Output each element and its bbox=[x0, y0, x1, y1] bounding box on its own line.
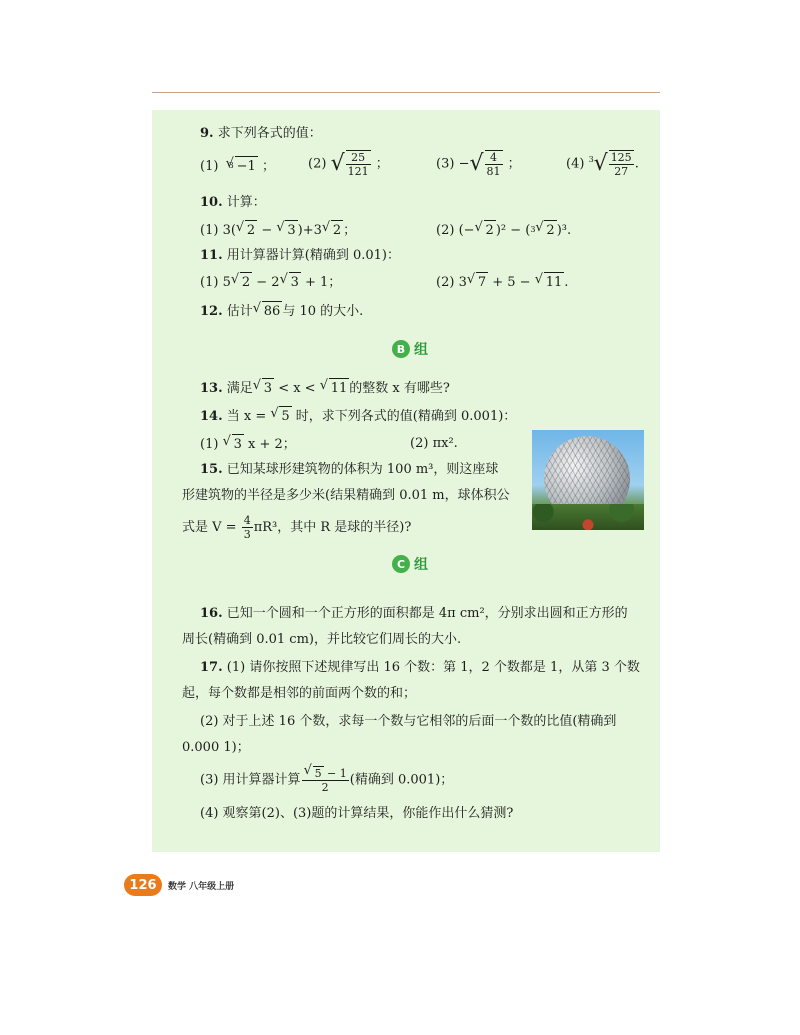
expr: − 1 bbox=[323, 767, 347, 780]
item-label: (2) bbox=[436, 275, 455, 290]
punct: ； bbox=[343, 223, 357, 238]
problem-9 bbox=[200, 124, 322, 144]
expr: )³. bbox=[556, 223, 572, 238]
problem-16-line-1 bbox=[200, 604, 628, 624]
sqrt: √ 2 bbox=[240, 272, 252, 293]
root-index: 3 bbox=[530, 225, 536, 234]
item-label: (1) bbox=[200, 275, 219, 290]
problem-15-line-3 bbox=[182, 514, 411, 541]
fraction bbox=[346, 150, 371, 178]
problem-text: 已知某球形建筑物的体积为 100 m³，则这座球 bbox=[226, 462, 499, 477]
header-rule bbox=[152, 92, 660, 93]
problem-text: 时，求下列各式的值(精确到 0.001)： bbox=[291, 409, 517, 424]
expr: 5 bbox=[222, 275, 231, 290]
problem-15-line-2 bbox=[182, 486, 510, 506]
item-label: (3) bbox=[436, 156, 455, 172]
problem-17-line-2 bbox=[182, 684, 416, 704]
problem-number: 10. bbox=[200, 195, 223, 210]
problem-17-line-6 bbox=[200, 804, 513, 824]
problem-9-item-2 bbox=[308, 150, 389, 178]
sqrt: √ 5 bbox=[313, 766, 324, 780]
item-label: (2) bbox=[410, 436, 429, 451]
trees bbox=[532, 504, 644, 530]
page-number-badge bbox=[124, 874, 162, 896]
sqrt: √ 11 bbox=[544, 272, 565, 293]
item-label: (2) bbox=[308, 156, 327, 172]
problem-17-line-1 bbox=[200, 658, 640, 678]
problem-15-line-1 bbox=[200, 460, 498, 480]
numerator: 4 bbox=[243, 514, 251, 527]
problem-text: 计算： bbox=[226, 195, 266, 210]
problem-number: 15. bbox=[200, 462, 223, 477]
numerator bbox=[302, 766, 349, 781]
problem-9-item-4 bbox=[566, 150, 639, 178]
problem-text: (3) 用计算器计算 bbox=[200, 772, 301, 788]
book-title: 数学 八年级上册 bbox=[168, 882, 235, 892]
problem-text: (4) 观察第(2)、(3)题的计算结果，你能作出什么猜测? bbox=[200, 806, 514, 821]
expr: πx². bbox=[432, 436, 458, 451]
cube-root: √ −1 bbox=[235, 156, 258, 177]
sqrt: √ 2 bbox=[331, 220, 343, 241]
problem-14 bbox=[200, 406, 516, 427]
expr: )+3 bbox=[297, 223, 322, 238]
problem-11-item-1 bbox=[200, 272, 341, 293]
sqrt: √ 86 bbox=[262, 301, 283, 322]
problem-number: 12. bbox=[200, 304, 223, 319]
problem-13 bbox=[200, 378, 450, 399]
problem-9-items bbox=[200, 156, 275, 177]
problem-10 bbox=[200, 193, 266, 213]
numerator: 125 bbox=[610, 151, 632, 164]
item-label: (1) bbox=[200, 159, 219, 174]
sqrt: √ 2 bbox=[484, 220, 496, 241]
problem-11 bbox=[200, 246, 400, 266]
fraction bbox=[485, 150, 503, 178]
problem-text: πR³，其中 R 是球的半径)? bbox=[253, 520, 412, 535]
sqrt-sign: √ bbox=[469, 151, 484, 176]
expr: 3( bbox=[222, 223, 236, 238]
spherical-building-photo bbox=[532, 430, 644, 530]
punct: . bbox=[634, 156, 639, 172]
problem-text: 形建筑物的半径是多少米(结果精确到 0.01 m，球体积公 bbox=[182, 488, 510, 503]
problem-text: 当 x = bbox=[226, 409, 271, 424]
expr: (− bbox=[458, 223, 475, 238]
sqrt-sign: √ bbox=[330, 151, 345, 176]
problem-text: (精确到 0.001)； bbox=[349, 772, 454, 788]
numerator: 25 bbox=[346, 151, 371, 165]
expr: < x < bbox=[274, 381, 320, 396]
expr: − 2 bbox=[252, 275, 280, 290]
problem-10-item-1 bbox=[200, 220, 356, 241]
problem-text: 的整数 x 有哪些? bbox=[349, 381, 450, 396]
problem-number: 13. bbox=[200, 381, 223, 396]
expr: x + 2； bbox=[243, 437, 296, 452]
item-label: (2) bbox=[436, 223, 455, 238]
sqrt-sign: √ bbox=[593, 151, 608, 176]
group-b-badge: B bbox=[392, 340, 410, 358]
problem-16-line-2 bbox=[182, 630, 461, 650]
root-index: 3 bbox=[588, 155, 594, 164]
problem-14-item-1 bbox=[200, 434, 296, 455]
group-label: 组 bbox=[414, 342, 428, 358]
problem-text: 与 10 的大小. bbox=[282, 304, 364, 319]
problem-number: 16. bbox=[200, 606, 223, 621]
root-index: 3 bbox=[228, 161, 234, 170]
expr: 3 bbox=[458, 275, 467, 290]
fraction bbox=[302, 766, 349, 794]
sqrt: √ 11 bbox=[329, 378, 350, 399]
punct: ； bbox=[261, 159, 275, 174]
numerator: 4 bbox=[485, 151, 503, 165]
problem-17-line-3 bbox=[200, 712, 616, 732]
expr: − bbox=[257, 223, 277, 238]
sqrt: √ 7 bbox=[476, 272, 488, 293]
problem-text: 满足 bbox=[226, 381, 253, 396]
sqrt: √ 3 bbox=[289, 272, 301, 293]
item-label: (1) bbox=[200, 437, 219, 452]
problem-12 bbox=[200, 301, 363, 322]
problem-text: 估计 bbox=[226, 304, 253, 319]
denominator: 81 bbox=[486, 165, 501, 178]
problem-number: 14. bbox=[200, 409, 223, 424]
item-label: (4) bbox=[566, 156, 585, 172]
problem-17-line-5 bbox=[200, 766, 453, 794]
denominator: 121 bbox=[347, 165, 369, 178]
fraction bbox=[609, 150, 634, 178]
group-label: 组 bbox=[414, 557, 428, 573]
problem-11-item-2 bbox=[436, 272, 568, 293]
denominator: 27 bbox=[614, 165, 629, 178]
problem-10-item-2 bbox=[436, 220, 571, 241]
group-c-badge: C bbox=[392, 555, 410, 573]
minus-sign: − bbox=[458, 156, 470, 172]
problem-number: 9. bbox=[200, 126, 214, 141]
fraction bbox=[242, 514, 253, 541]
group-b-heading bbox=[392, 339, 428, 359]
problem-text: 式是 V = bbox=[182, 520, 241, 535]
problem-text: 用计算器计算(精确到 0.01)： bbox=[226, 248, 400, 263]
problem-text: 周长(精确到 0.01 cm)，并比较它们周长的大小. bbox=[182, 632, 462, 647]
sqrt: √ 2 bbox=[245, 220, 257, 241]
problem-number: 11. bbox=[200, 248, 223, 263]
punct: ； bbox=[375, 156, 389, 172]
problem-text: 0.000 1)； bbox=[182, 740, 250, 755]
problem-9-item-3 bbox=[436, 150, 521, 178]
problem-text: (2) 对于上述 16 个数，求每一个数与它相邻的后面一个数的比值(精确到 bbox=[200, 714, 617, 729]
group-c-heading bbox=[392, 554, 428, 574]
problem-text: (1) 请你按照下述规律写出 16 个数：第 1，2 个数都是 1，从第 3 个数 bbox=[226, 660, 640, 675]
problem-17-line-4 bbox=[182, 738, 250, 758]
sqrt: √ 3 bbox=[285, 220, 297, 241]
punct: ； bbox=[507, 156, 521, 172]
sqrt: √ 3 bbox=[262, 378, 274, 399]
punct: . bbox=[564, 275, 569, 290]
cube-root: √ 2 bbox=[544, 220, 556, 241]
problem-number: 17. bbox=[200, 660, 223, 675]
problem-text: 起，每个数都是相邻的前面两个数的和； bbox=[182, 686, 417, 701]
expr: + 5 − bbox=[488, 275, 535, 290]
expr: )² − ( bbox=[495, 223, 531, 238]
problem-text: 已知一个圆和一个正方形的面积都是 4π cm²，分别求出圆和正方形的 bbox=[226, 606, 628, 621]
sqrt: √ 5 bbox=[279, 406, 291, 427]
expr: + 1； bbox=[300, 275, 342, 290]
sqrt: √ 3 bbox=[232, 434, 244, 455]
problem-text: 求下列各式的值： bbox=[217, 126, 322, 141]
item-label: (1) bbox=[200, 223, 219, 238]
denominator: 2 bbox=[321, 781, 329, 794]
page-number: 126 bbox=[129, 877, 157, 893]
problem-14-item-2 bbox=[410, 434, 458, 454]
denominator: 3 bbox=[243, 528, 251, 541]
